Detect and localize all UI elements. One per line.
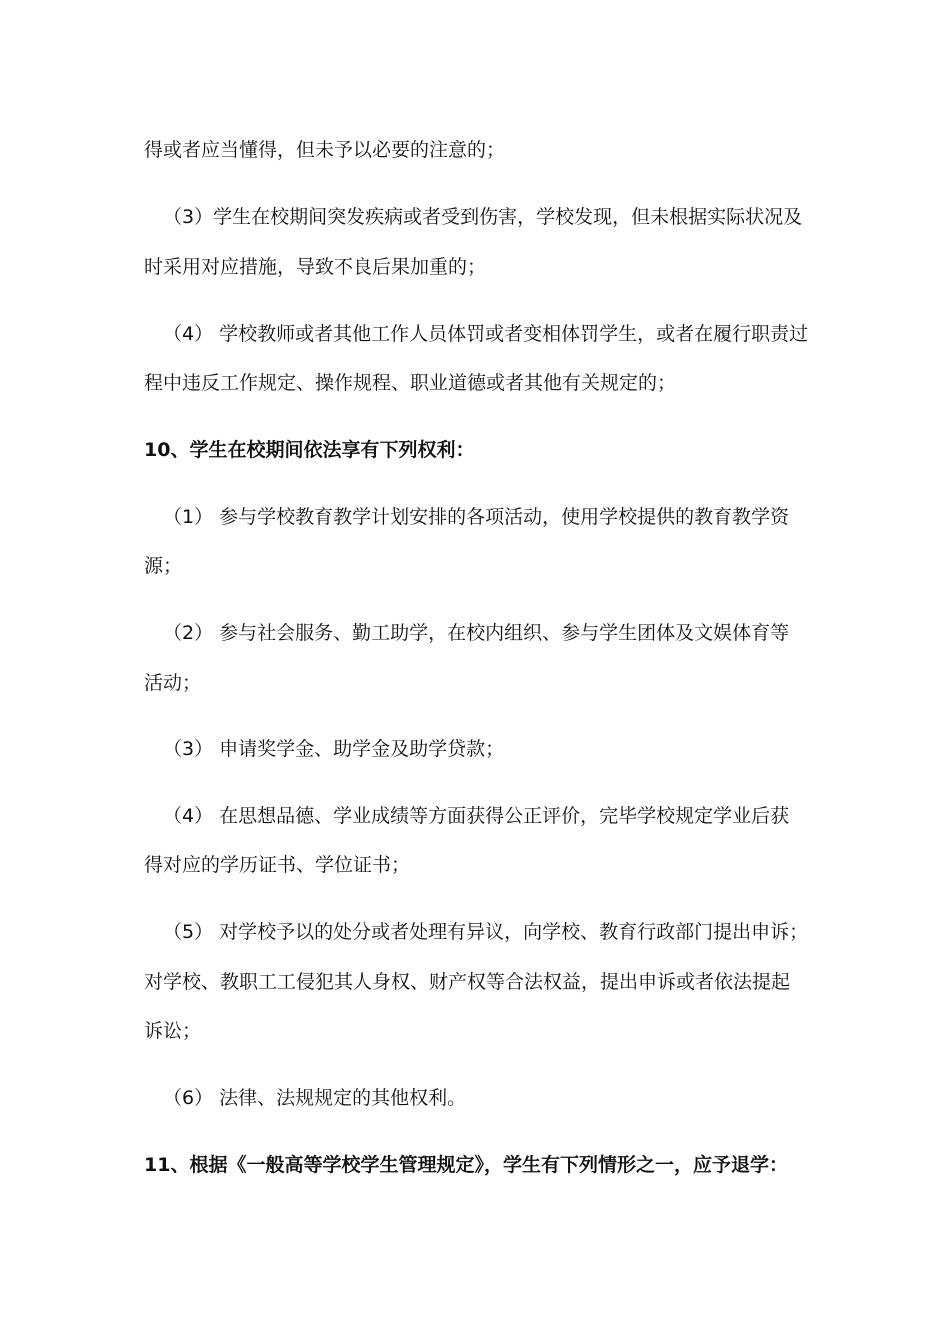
paragraph-line: 活动； (144, 672, 202, 694)
paragraph-line: （1） 参与学校教育教学计划安排的各项活动，使用学校提供的教育教学资 (163, 506, 790, 528)
paragraph-line: （2） 参与社会服务、勤工助学，在校内组织、参与学生团体及文娱体育等 (163, 622, 790, 644)
paragraph-line: （3）学生在校期间突发疾病或者受到伤害，学校发现，但未根据实际状况及 (163, 206, 803, 228)
paragraph-line: （3） 申请奖学金、助学金及助学贷款； (163, 738, 505, 760)
paragraph-line: 得对应的学历证书、学位证书； (144, 854, 411, 876)
paragraph-line: 对学校、教职工工侵犯其人身权、财产权等合法权益，提出申诉或者依法提起 (144, 971, 791, 993)
paragraph-line: （4） 学校教师或者其他工作人员体罚或者变相体罚学生，或者在履行职责过 (163, 323, 809, 345)
section-heading: 11、根据《一般高等学校学生管理规定》，学生有下列情形之一，应予退学： (144, 1154, 788, 1176)
paragraph-line: 程中违反工作规定、操作规程、职业道德或者其他有关规定的； (144, 372, 677, 394)
paragraph-line: 时采用对应措施，导致不良后果加重的； (144, 256, 487, 278)
paragraph-line: 诉讼； (144, 1020, 202, 1042)
paragraph-line: （6） 法律、法规规定的其他权利。 (163, 1087, 467, 1109)
section-heading: 10、学生在校期间依法享有下列权利： (144, 439, 475, 461)
paragraph-line: （5） 对学校予以的处分或者处理有异议，向学校、教育行政部门提出申诉； (163, 921, 809, 943)
paragraph-line: （4） 在思想品德、学业成绩等方面获得公正评价，完毕学校规定学业后获 (163, 805, 790, 827)
paragraph-line: 得或者应当懂得，但未予以必要的注意的； (144, 139, 506, 161)
paragraph-line: 源； (144, 555, 183, 577)
